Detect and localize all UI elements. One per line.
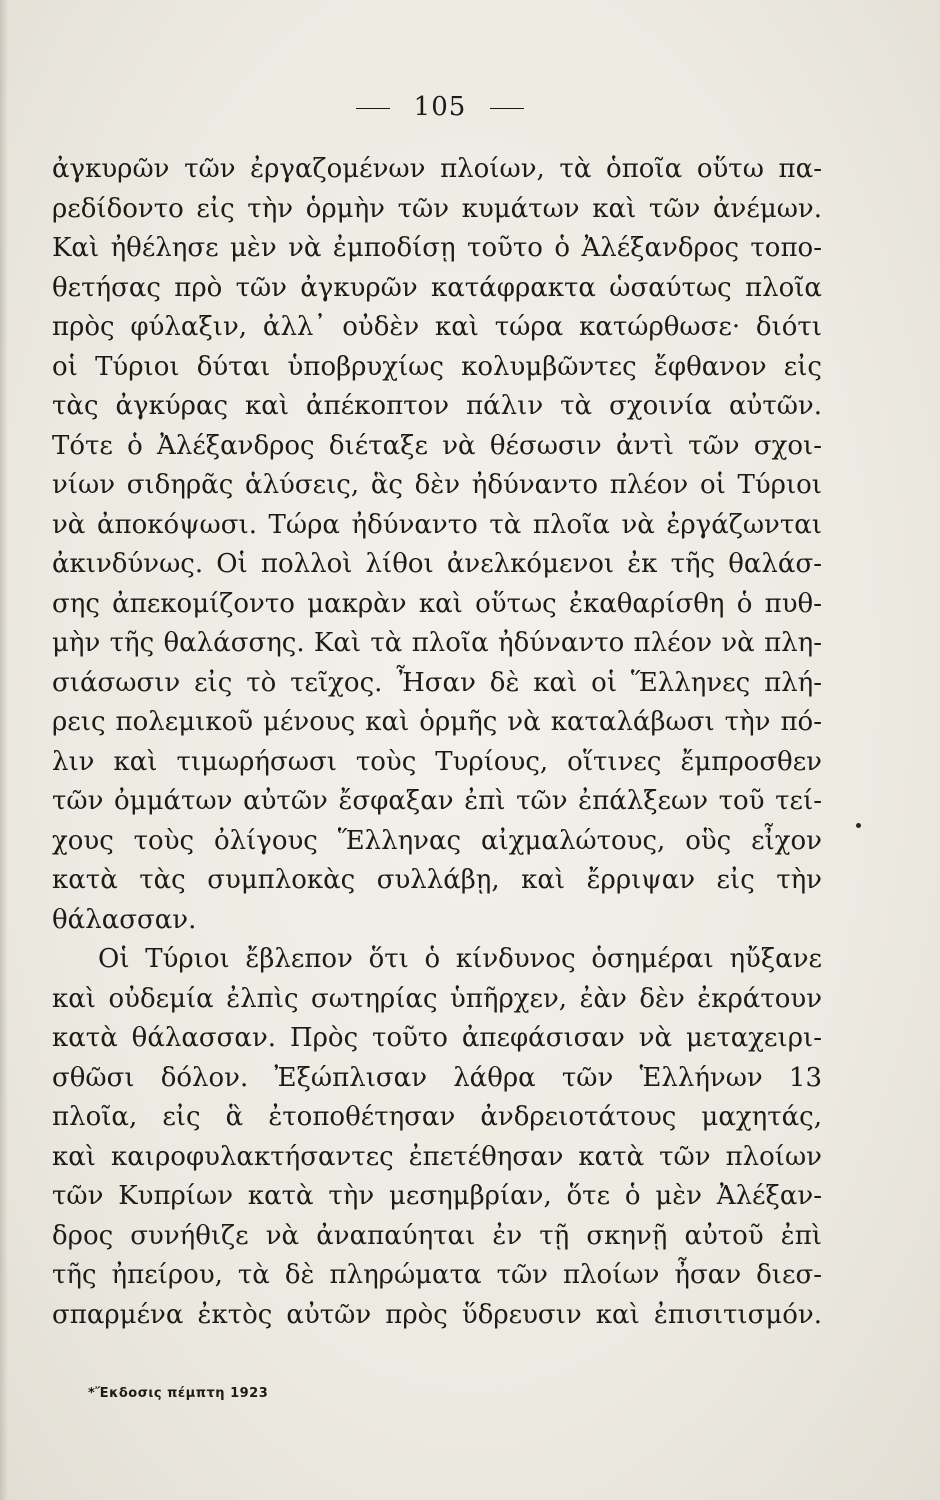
text-line: οἱ Τύριοι δύται ὑποβρυχίως κολυμβῶντες ἔφθανον εἰς [52,351,822,382]
text-line: λιν καὶ τιμωρήσωσι τοὺς Τυρίους, οἵτινες ἔμπροσθεν [52,746,822,777]
text-line: Καὶ ἠθέλησε μὲν νὰ ἐμποδίσῃ τοῦτο ὁ Ἀλέξανδρος τοπο- [52,233,822,263]
text-line: σπαρμένα ἐκτὸς αὐτῶν πρὸς ὕδρευσιν καὶ ἐπισιτισμόν. [52,1299,822,1330]
text-line: σιάσωσιν εἰς τὸ τεῖχος. Ἦσαν δὲ καὶ οἱ Ἕλληνες πλή- [52,667,822,698]
text-line: σθῶσι δόλον. Ἐξώπλισαν λάθρα τῶν Ἑλλήνων 13 [52,1062,822,1093]
page-number: 105 [413,92,467,122]
text-line: ἀγκυρῶν τῶν ἐργαζομένων πλοίων, τὰ ὁποῖα οὕτω πα- [52,154,822,184]
text-line: ρεις πολεμικοῦ μένους καὶ ὁρμῆς νὰ καταλάβωσι τὴν πό- [52,707,822,737]
text-line: καὶ οὐδεμία ἐλπὶς σωτηρίας ὑπῆρχεν, ἐὰν δὲν ἐκράτουν [52,983,822,1014]
paragraph-end-line: θάλασσαν. [52,904,197,935]
text-line: δρος συνήθιζε νὰ ἀναπαύηται ἐν τῇ σκηνῇ αὐτοῦ ἐπὶ [52,1220,822,1251]
header-dash-right [490,108,524,109]
text-line: τῶν Κυπρίων κατὰ τὴν μεσημβρίαν, ὅτε ὁ μὲν Ἀλέξαν- [52,1181,822,1211]
text-line: θετήσας πρὸ τῶν ἀγκυρῶν κατάφρακτα ὡσαύτως πλοῖα [52,272,822,303]
text-line: ρεδίδοντο εἰς τὴν ὁρμὴν τῶν κυμάτων καὶ τῶν ἀνέμων. [52,193,822,224]
text-line: νὰ ἀποκόψωσι. Τώρα ἠδύναντο τὰ πλοῖα νὰ ἐργάζωνται [52,509,822,540]
page-header [0,92,880,122]
body-text [52,150,822,1335]
text-line: κατὰ θάλασσαν. Πρὸς τοῦτο ἀπεφάσισαν νὰ μεταχειρι- [52,1023,822,1053]
text-line: τῶν ὀμμάτων αὐτῶν ἔσφαξαν ἐπὶ τῶν ἐπάλξεων τοῦ τεί- [52,786,822,816]
text-line: κατὰ τὰς συμπλοκὰς συλλάβῃ, καὶ ἔρριψαν εἰς τὴν [52,865,822,895]
text-line: πλοῖα, εἰς ἃ ἐτοποθέτησαν ἀνδρειοτάτους μαχητάς, [52,1102,822,1132]
page-edge-shadow [0,0,8,1500]
text-line: νίων σιδηρᾶς ἁλύσεις, ἃς δὲν ἠδύναντο πλέον οἱ Τύριοι [52,470,822,500]
text-line: τῆς ἠπείρου, τὰ δὲ πληρώματα τῶν πλοίων ἦσαν διεσ- [52,1260,822,1290]
text-line: Τότε ὁ Ἀλέξανδρος διέταξε νὰ θέσωσιν ἀντὶ τῶν σχοι- [52,430,822,461]
print-speck [856,823,861,828]
text-line: χους τοὺς ὀλίγους Ἕλληνας αἰχμαλώτους, οὓς εἶχον [52,825,822,856]
text-line: τὰς ἀγκύρας καὶ ἀπέκοπτον πάλιν τὰ σχοινία αὐτῶν. [52,391,822,421]
text-line: μὴν τῆς θαλάσσης. Καὶ τὰ πλοῖα ἠδύναντο πλέον νὰ πλη- [52,628,822,658]
text-line: πρὸς φύλαξιν, ἀλλ᾽ οὐδὲν καὶ τώρα κατώρθωσε· διότι [52,312,822,342]
text-line: ἀκινδύνως. Οἱ πολλοὶ λίθοι ἀνελκόμενοι ἐκ τῆς θαλάσ- [52,549,822,579]
header-dash-left [356,108,390,109]
text-line: σης ἀπεκομίζοντο μακρὰν καὶ οὕτως ἐκαθαρίσθη ὁ πυθ- [52,588,822,619]
edition-footnote: *Ἔκδοσις πέμπτη 1923 [88,1386,269,1401]
text-line: καὶ καιροφυλακτήσαντες ἐπετέθησαν κατὰ τῶν πλοίων [52,1141,822,1172]
paragraph-start-line: Οἱ Τύριοι ἔβλεπον ὅτι ὁ κίνδυνος ὁσημέραι ηὔξανε [98,944,822,974]
